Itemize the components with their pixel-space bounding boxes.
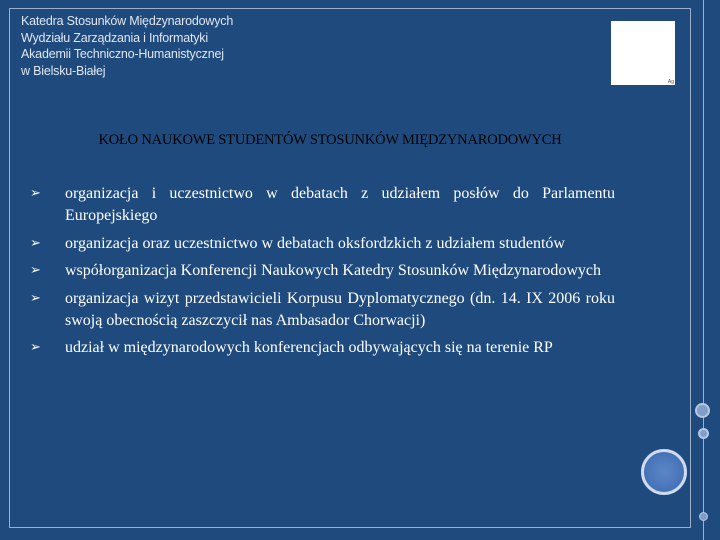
decorative-circle-small: [695, 403, 710, 418]
arrow-bullet-icon: ➢: [30, 186, 41, 201]
list-item: [30, 288, 615, 332]
decorative-vertical-line: [703, 0, 704, 540]
list-item: [30, 233, 615, 255]
list-item-text: organizacja i uczestnictwo w debatach z udziałem posłów do Parlamentu Europejskiego: [65, 185, 615, 224]
arrow-bullet-icon: ➢: [30, 263, 41, 278]
list-item: [30, 260, 615, 282]
activities-list: [30, 183, 615, 365]
decorative-circle-small: [699, 512, 708, 521]
header-line: w Bielsku-Białej: [21, 63, 106, 78]
list-item-text: udział w międzynarodowych konferencjach odbywających się na terenie RP: [65, 339, 553, 356]
arrow-bullet-icon: ➢: [30, 235, 41, 251]
logo-mark: Ag: [667, 79, 674, 85]
institution-header: [21, 13, 233, 79]
list-item-text: organizacja oraz uczestnictwo w debatach oksfordzkich z udziałem studentów: [65, 234, 565, 252]
list-item: [30, 337, 615, 359]
logo-image: [611, 21, 675, 85]
arrow-bullet-icon: ➢: [30, 290, 41, 306]
decorative-circle-small: [698, 428, 709, 439]
header-line: Akademii Techniczno-Humanistycznej: [21, 47, 224, 61]
list-item-text: współorganizacja Konferencji Naukowych Katedry Stosunków Międzynarodowych: [65, 262, 601, 279]
decorative-circle-large: [641, 449, 687, 495]
header-line: Wydziału Zarządzania i Informatyki: [21, 30, 208, 45]
list-item: [30, 183, 615, 227]
header-line: Katedra Stosunków Międzynarodowych: [21, 14, 234, 28]
arrow-bullet-icon: ➢: [30, 340, 41, 355]
list-item-text: organizacja wizyt przedstawicieli Korpusu Dyplomatycznego (dn. 14. IX 2006 roku swoją obecnością zaszczycił nas Ambasador Chorwacji): [65, 289, 615, 329]
club-title: KOŁO NAUKOWE STUDENTÓW STOSUNKÓW MIĘDZYNARODOWYCH: [98, 132, 562, 148]
